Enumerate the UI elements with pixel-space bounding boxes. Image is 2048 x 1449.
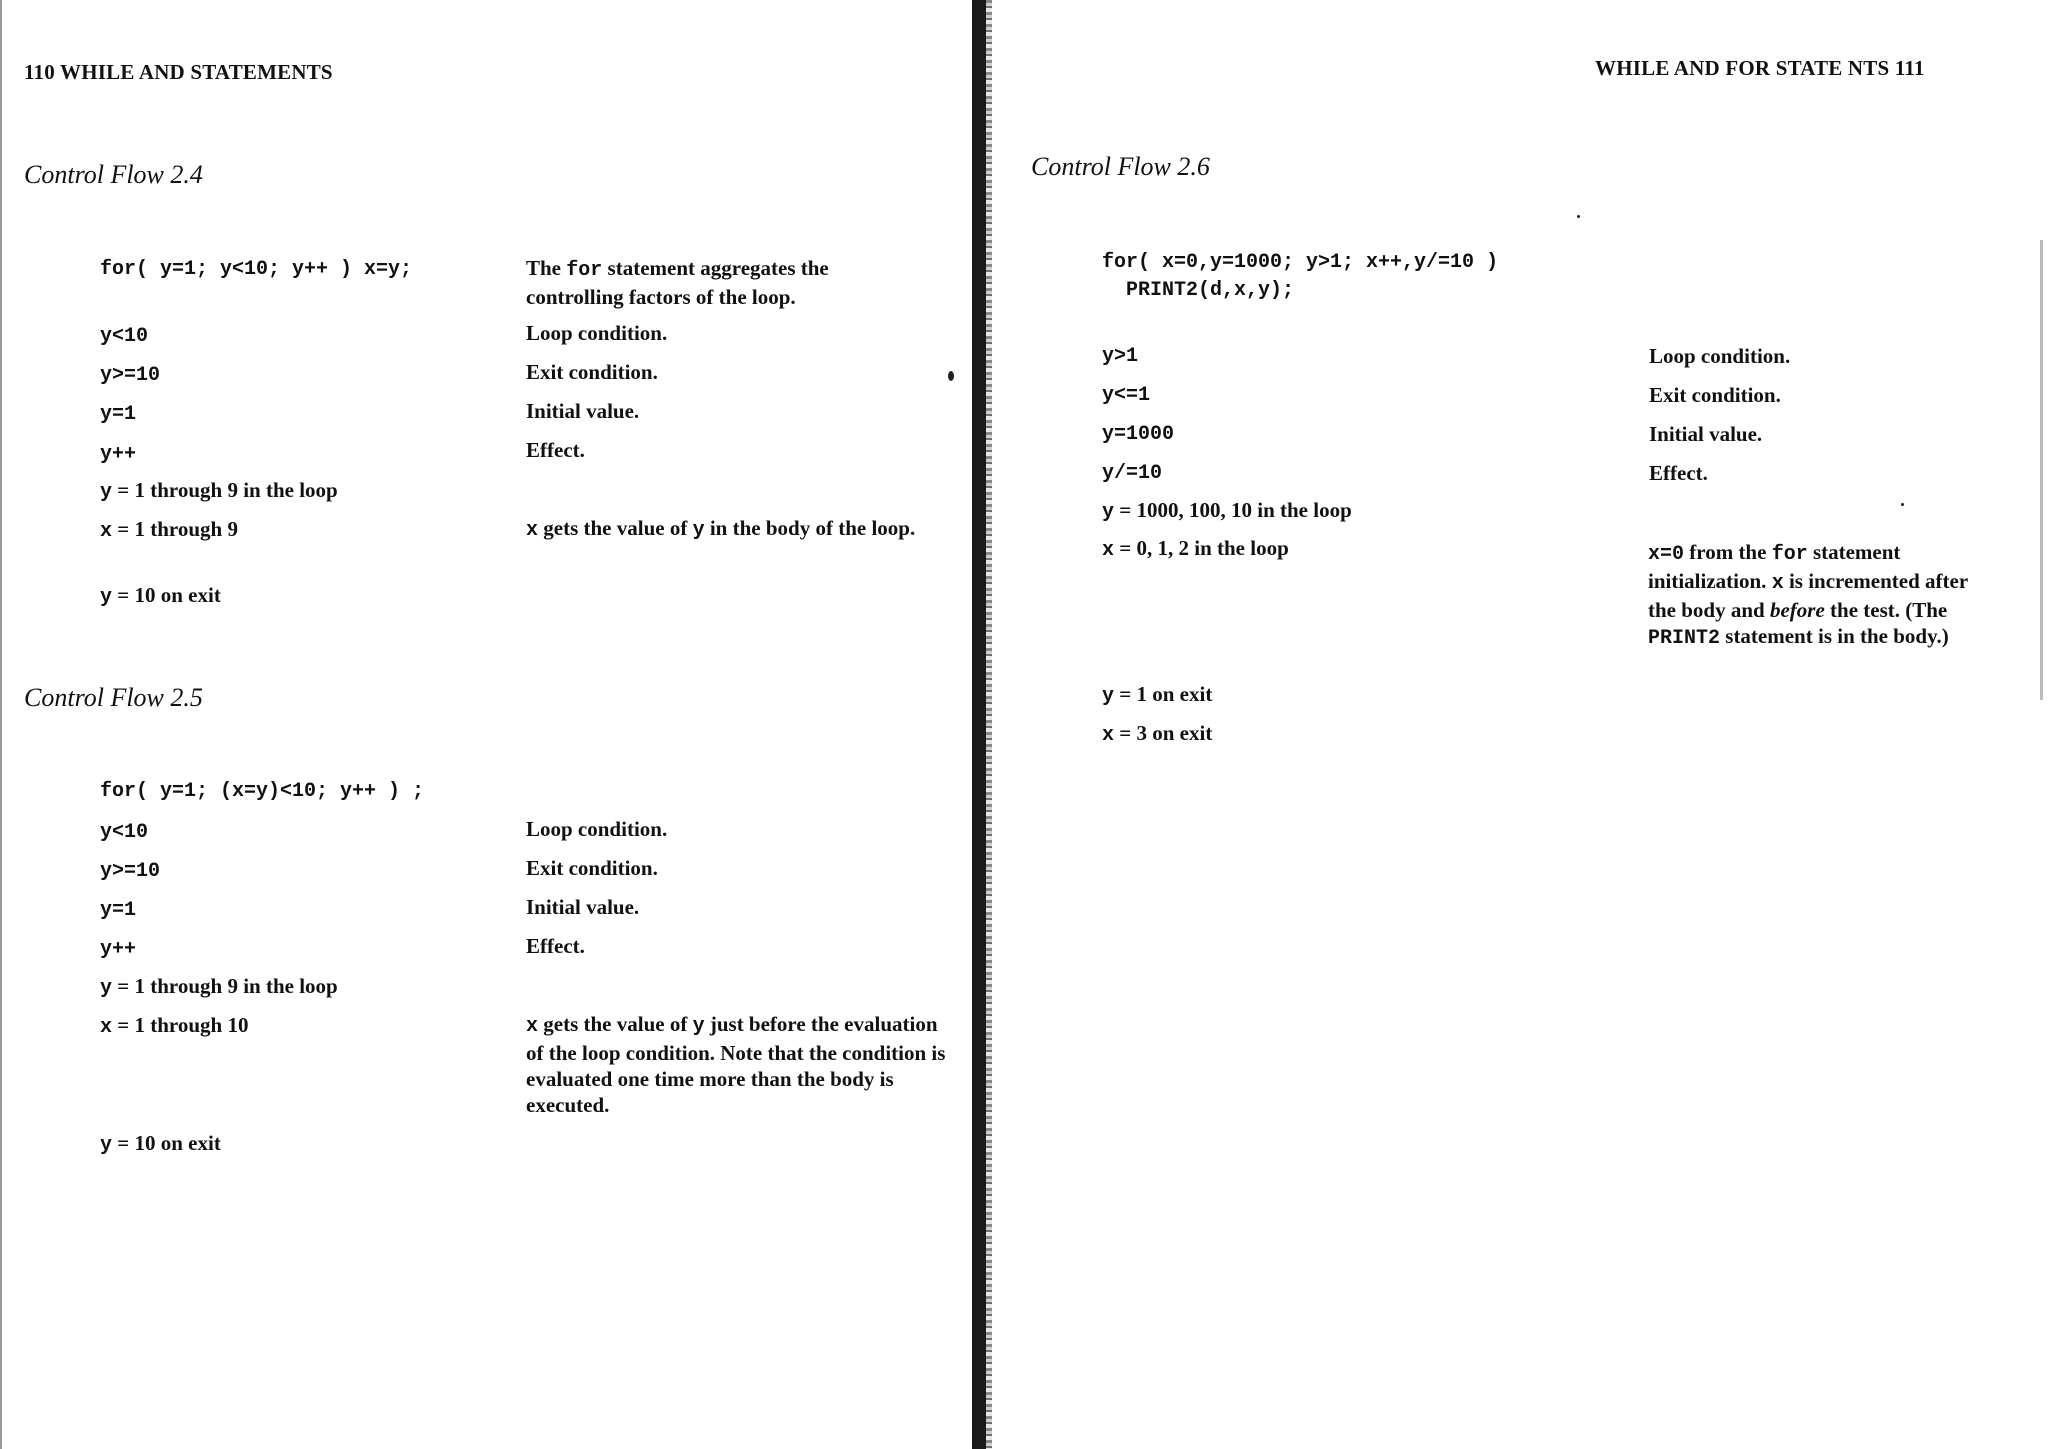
running-head-left: 110 WHILE AND STATEMENTS <box>24 60 333 84</box>
lhs-2-4-2: y=1 <box>100 403 137 426</box>
desc-2-5-2: Initial value. <box>526 895 640 919</box>
lhs-2-6-0: y>1 <box>1102 345 1139 368</box>
desc-2-6-1: Exit condition. <box>1649 383 1781 407</box>
right-page <box>1000 0 2048 1449</box>
desc-2-5-5: x gets the value of y just before the evaluation of the loop condition. Note that the condition is evaluated one time more than the body is executed. <box>526 1012 946 1117</box>
desc-2-4-1: Exit condition. <box>526 360 658 384</box>
desc-2-4-2: Initial value. <box>526 399 640 423</box>
ink-speck <box>948 371 954 381</box>
lhs-2-5-2: y=1 <box>100 899 137 922</box>
desc-2-4-5: x gets the value of y in the body of the loop. <box>526 516 916 542</box>
desc-2-5-1: Exit condition. <box>526 856 658 880</box>
lhs-2-6-7: x = 3 on exit <box>1102 721 1213 747</box>
code-line-2-6-a: for( x=0,y=1000; y>1; x++,y/=10 ) <box>1102 251 1499 274</box>
desc-2-4-0: Loop condition. <box>526 321 668 345</box>
lhs-2-5-4: y = 1 through 9 in the loop <box>100 974 338 1000</box>
lhs-2-6-6: y = 1 on exit <box>1102 682 1213 708</box>
desc-2-6-0: Loop condition. <box>1649 344 1791 368</box>
lhs-2-4-5: x = 1 through 9 <box>100 517 238 543</box>
desc-2-5-0: Loop condition. <box>526 817 668 841</box>
desc-2-6-2: Initial value. <box>1649 422 1763 446</box>
running-head-right: WHILE AND FOR STATE NTS 111 <box>1595 56 1925 80</box>
desc-2-4-3: Effect. <box>526 438 585 462</box>
lhs-2-6-1: y<=1 <box>1102 384 1151 407</box>
lhs-2-5-5: x = 1 through 10 <box>100 1013 249 1039</box>
desc-2-5-3: Effect. <box>526 934 585 958</box>
lhs-2-4-3: y++ <box>100 443 137 466</box>
lhs-2-5-3: y++ <box>100 938 137 961</box>
lhs-2-6-4: y = 1000, 100, 10 in the loop <box>1102 498 1352 524</box>
lhs-2-4-6: y = 10 on exit <box>100 583 221 609</box>
lhs-2-5-6: y = 10 on exit <box>100 1131 221 1157</box>
code-line-2-4: for( y=1; y<10; y++ ) x=y; <box>100 258 413 281</box>
ink-speck <box>1577 215 1580 218</box>
lhs-2-5-1: y>=10 <box>100 860 161 883</box>
code-line-2-5: for( y=1; (x=y)<10; y++ ) ; <box>100 780 425 803</box>
gutter-shadow <box>986 0 992 1449</box>
lhs-2-4-1: y>=10 <box>100 364 161 387</box>
x-note-2-6: x=0 from the for statement initialization. x is incremented after the body and before the test. (The PRINT2 statement is in the body.) <box>1648 540 1968 650</box>
section-title-2-5: Control Flow 2.5 <box>24 683 203 712</box>
code-note-2-4: The for statement aggregates the controlling factors of the loop. <box>526 256 829 309</box>
lhs-2-6-2: y=1000 <box>1102 423 1175 446</box>
desc-2-6-3: Effect. <box>1649 461 1708 485</box>
section-title-2-6: Control Flow 2.6 <box>1031 152 1210 181</box>
ink-speck <box>1901 503 1904 506</box>
left-page <box>0 0 970 1449</box>
lhs-2-6-3: y/=10 <box>1102 462 1163 485</box>
lhs-2-4-4: y = 1 through 9 in the loop <box>100 478 338 504</box>
lhs-2-4-0: y<10 <box>100 325 149 348</box>
section-title-2-4: Control Flow 2.4 <box>24 160 203 189</box>
lhs-2-5-0: y<10 <box>100 821 149 844</box>
book-gutter <box>972 0 986 1449</box>
lhs-2-6-5: x = 0, 1, 2 in the loop <box>1102 536 1289 562</box>
code-line-2-6-b: PRINT2(d,x,y); <box>1102 279 1295 302</box>
